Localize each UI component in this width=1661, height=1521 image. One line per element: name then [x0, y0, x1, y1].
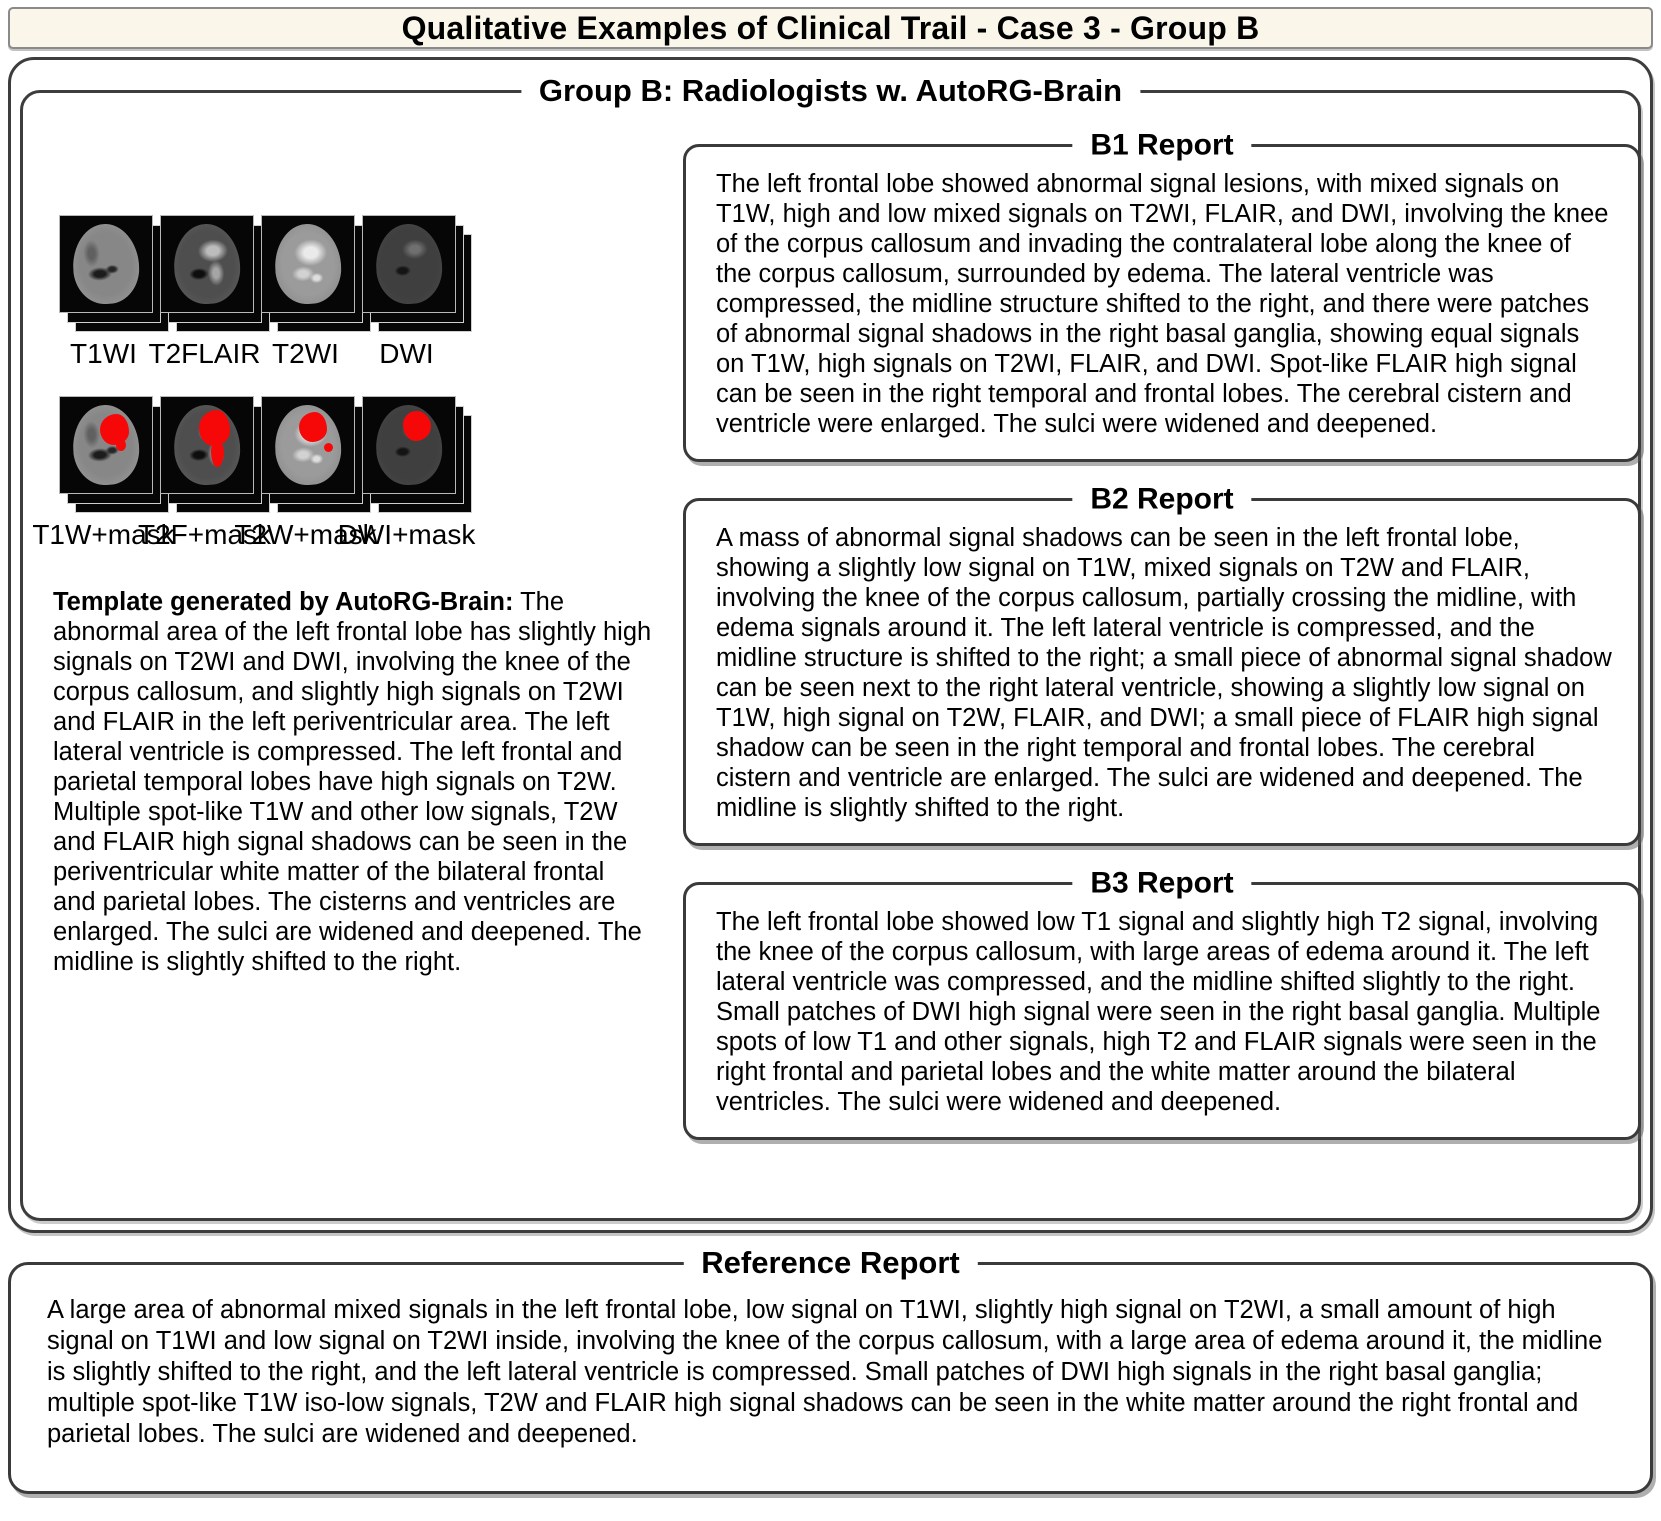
mri-stack-t1w-mask: [59, 396, 171, 515]
reference-report-text: A large area of abnormal mixed signals in the left frontal lobe, low signal on T1WI, slightly high signal on T2WI, a small amount of high signal on T1WI and low signal on T2WI inside, involving the knee of the corpus callosum, with a large area of edema around it, the midline is slightly shifted to the right, and the left lateral ventricle is compressed. Small patches of DWI high signals in the right basal ganglia; multiple spot-like T1W iso-low signals, T2W and FLAIR high signal shadows can be seen in the white matter around the right frontal and parietal lobes. The sulci are widened and deepened.: [47, 1296, 1603, 1448]
mri-stack-t2w-mask: [261, 396, 373, 515]
mri-label-t2wi: T2WI: [272, 338, 339, 369]
mri-cell-dwi: [356, 215, 457, 370]
brain-slice: [71, 403, 141, 486]
mri-cell-t1wi: [53, 215, 154, 370]
mri-scan-t1wi: [59, 215, 153, 313]
b3-report-title: B3 Report: [1072, 868, 1251, 900]
mri-stack-t2f-mask: [160, 396, 272, 515]
mri-scan-t1w-mask: [59, 396, 153, 494]
b2-report-title: B2 Report: [1072, 484, 1251, 516]
b2-report-text: A mass of abnormal signal shadows can be seen in the left frontal lobe, showing a slightly low signal on T1W, mixed signals on T2W and FLAIR, involving the knee of the corpus callosum, partially crossing the midline, with edema signals around it. The left lateral ventricle is compressed, and the midline structure is shifted to the right; a small piece of abnormal signal shadow can be seen next to the right lateral ventricle, showing a slightly low signal on T1W, high signal on T2W, FLAIR, and DWI; a small piece of FLAIR high signal shadow can be seen in the right temporal and frontal lobes. The cerebral cistern and ventricle are enlarged. The sulci are widened and deepened. The midline is slightly shifted to the right.: [716, 524, 1612, 822]
reference-report-box: [8, 1245, 1653, 1494]
mri-label-t1w-mask: T1W+mask: [32, 519, 175, 550]
figure-title-bar: [8, 7, 1653, 49]
mri-stack-dwi: [362, 215, 474, 334]
template-paragraph: [53, 587, 653, 977]
mri-cell-t2wi: [255, 215, 356, 370]
mri-label-t2f-mask: T2F+mask: [137, 519, 272, 550]
mri-scan-t2f-mask: [160, 396, 254, 494]
b1-report-box: [683, 128, 1641, 462]
group-b-panel: [20, 73, 1641, 1221]
mri-scan-t2flair: [160, 215, 254, 313]
mri-scan-dwi: [362, 215, 456, 313]
mri-label-t1wi: T1WI: [70, 338, 137, 369]
lesion-mask: [324, 443, 333, 452]
brain-slice: [273, 222, 343, 305]
mri-label-dwi-mask: DWI+mask: [337, 519, 476, 550]
mri-scan-t2w-mask: [261, 396, 355, 494]
mri-cell-t2flair: [148, 215, 261, 370]
brain-slice: [172, 222, 242, 305]
b3-report-text: The left frontal lobe showed low T1 signal and slightly high T2 signal, involving the knee of the corpus callosum, with large areas of edema around it. The left lateral ventricle was compressed, and the midline shifted slightly to the right. Small patches of DWI high signal were seen in the right basal ganglia. Multiple spots of low T1 and other signals, high T2 and FLAIR signals were seen in the right frontal and parietal lobes and the white matter around the bilateral ventricles. The sulci were widened and deepened.: [716, 908, 1601, 1116]
mri-scan-t2wi: [261, 215, 355, 313]
group-b-outer-box: [8, 57, 1653, 1233]
report-column: [683, 128, 1641, 1140]
reference-report-title: Reference Report: [683, 1247, 977, 1280]
mri-image-area: [32, 215, 653, 551]
mri-grid-row1: [53, 215, 653, 370]
b3-report-box: [683, 866, 1641, 1140]
mri-label-t2w-mask: T2W+mask: [234, 519, 377, 550]
b1-report-title: B1 Report: [1072, 130, 1251, 162]
mri-label-t2flair: T2FLAIR: [148, 338, 261, 369]
mri-scan-dwi-mask: [362, 396, 456, 494]
mri-cell-dwi-mask: [337, 396, 476, 551]
mri-stack-t2wi: [261, 215, 373, 334]
mri-stack-t1wi: [59, 215, 171, 334]
b1-report-text: The left frontal lobe showed abnormal signal lesions, with mixed signals on T1W, high and low mixed signals on T2WI, FLAIR, and DWI, involving the knee of the corpus callosum and invading the contralateral lobe along the knee of the corpus callosum, surrounded by edema. The lateral ventricle was compressed, the midline structure shifted to the right, and there were patches of abnormal signal shadows in the right basal ganglia, showing equal signals on T1W, high signals on T2WI, FLAIR, and DWI. Spot-like FLAIR high signal can be seen in the right temporal and frontal lobes. The cerebral cistern and ventricle were enlarged. The sulci were widened and deepened.: [716, 170, 1609, 438]
group-b-header: Group B: Radiologists w. AutoRG-Brain: [521, 75, 1140, 108]
mri-grid-row2: [32, 396, 653, 551]
mri-stack-dwi-mask: [362, 396, 474, 515]
b2-report-box: [683, 482, 1641, 846]
mri-label-dwi: DWI: [379, 338, 434, 369]
figure-title: Qualitative Examples of Clinical Trail - Case 3 - Group B: [401, 9, 1260, 46]
brain-slice: [71, 222, 141, 305]
lesion-mask: [299, 412, 327, 442]
lesion-mask: [116, 439, 126, 451]
template-body: The abnormal area of the left frontal lobe has slightly high signals on T2WI and DWI, involving the knee of the corpus callosum, and slightly high signals on T2WI and FLAIR in the left periventricular area. The left lateral ventricle is compressed. The left frontal and parietal temporal lobes have high signals on T2W. Multiple spot-like T1W and other low signals, T2W and FLAIR high signal shadows can be seen in the periventricular white matter of the bilateral frontal and parietal lobes. The cisterns and ventricles are enlarged. The sulci are widened and deepened. The midline is slightly shifted to the right.: [53, 588, 652, 976]
mri-stack-t2flair: [160, 215, 272, 334]
template-lead: Template generated by AutoRG-Brain:: [53, 588, 514, 616]
brain-slice: [374, 222, 444, 305]
